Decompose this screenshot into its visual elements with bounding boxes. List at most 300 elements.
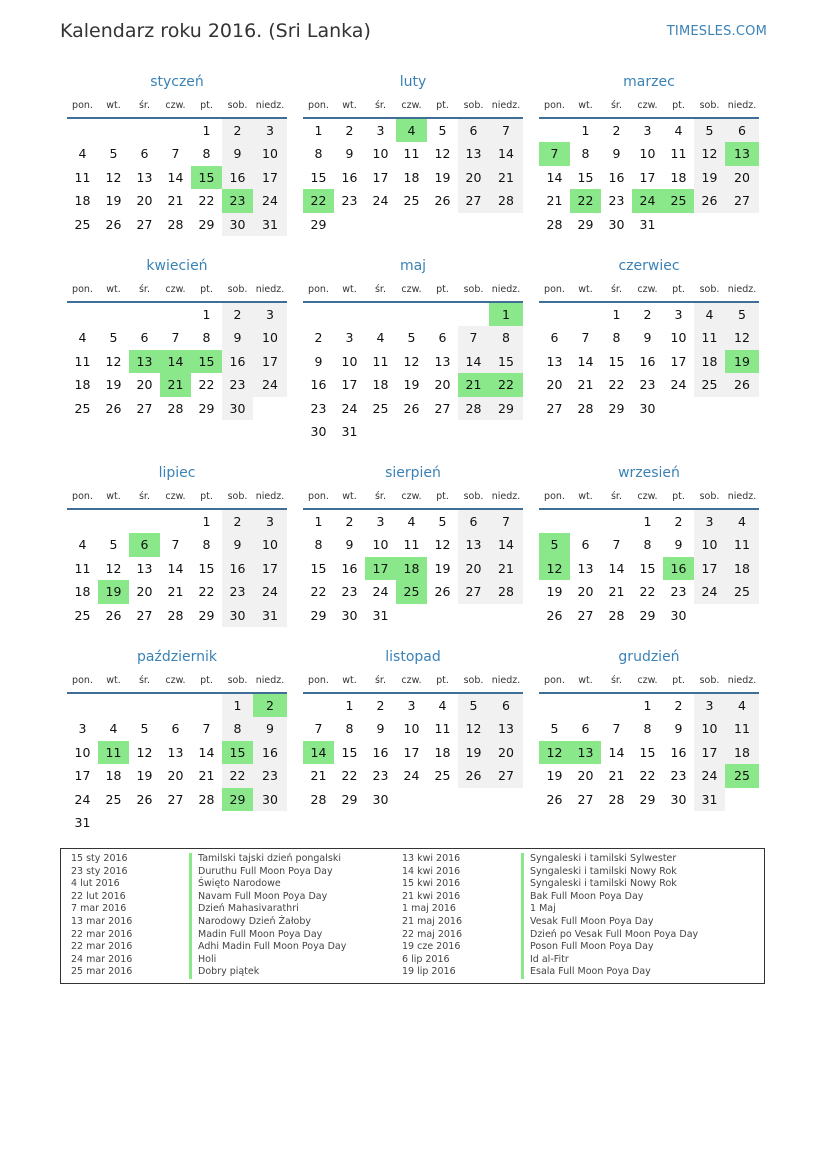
day-cell[interactable]: 8 [314, 146, 323, 162]
day-cell[interactable]: 2 [222, 510, 253, 533]
day-cell[interactable]: 7 [171, 330, 180, 346]
day-cell[interactable]: 9 [643, 330, 652, 346]
day-cell[interactable]: 7 [612, 721, 621, 737]
day-cell[interactable]: 8 [612, 330, 621, 346]
day-cell[interactable]: 29 [639, 791, 656, 807]
day-cell[interactable]: 22 [608, 377, 625, 393]
day-cell[interactable]: 9 [253, 717, 287, 740]
day-cell[interactable]: 16 [222, 166, 253, 189]
day-cell[interactable]: 17 [253, 350, 287, 373]
day-cell[interactable]: 5 [458, 694, 489, 717]
day-cell[interactable]: 29 [341, 791, 358, 807]
day-cell[interactable]: 12 [105, 353, 122, 369]
day-cell[interactable]: 14 [546, 169, 563, 185]
day-cell[interactable]: 20 [725, 166, 759, 189]
day-cell[interactable]: 18 [670, 169, 687, 185]
day-cell[interactable]: 19 [105, 377, 122, 393]
day-cell[interactable]: 20 [136, 193, 153, 209]
day-cell[interactable]: 20 [458, 557, 489, 580]
day-cell[interactable]: 25 [74, 216, 91, 232]
day-cell[interactable]: 28 [489, 580, 523, 603]
day-cell[interactable]: 5 [694, 119, 725, 142]
day-cell[interactable]: 17 [372, 169, 389, 185]
day-cell[interactable]: 27 [725, 189, 759, 212]
day-cell[interactable]: 19 [694, 166, 725, 189]
holiday-day-cell[interactable]: 6 [129, 533, 160, 556]
day-cell[interactable]: 13 [546, 353, 563, 369]
day-cell[interactable]: 28 [489, 189, 523, 212]
day-cell[interactable]: 9 [314, 353, 323, 369]
day-cell[interactable]: 1 [202, 307, 211, 322]
day-cell[interactable]: 16 [341, 560, 358, 576]
day-cell[interactable]: 1 [202, 123, 211, 138]
day-cell[interactable]: 22 [198, 377, 215, 393]
day-cell[interactable]: 27 [458, 580, 489, 603]
day-cell[interactable]: 20 [546, 377, 563, 393]
day-cell[interactable]: 14 [608, 744, 625, 760]
day-cell[interactable]: 29 [608, 400, 625, 416]
day-cell[interactable]: 21 [608, 584, 625, 600]
day-cell[interactable]: 4 [376, 330, 385, 346]
holiday-day-cell[interactable]: 12 [539, 741, 570, 764]
day-cell[interactable]: 31 [639, 216, 656, 232]
holiday-day-cell[interactable]: 24 [632, 189, 663, 212]
day-cell[interactable]: 1 [314, 123, 323, 138]
day-cell[interactable]: 28 [167, 607, 184, 623]
day-cell[interactable]: 31 [372, 607, 389, 623]
holiday-day-cell[interactable]: 13 [129, 350, 160, 373]
day-cell[interactable]: 16 [253, 741, 287, 764]
day-cell[interactable]: 11 [670, 146, 687, 162]
day-cell[interactable]: 26 [546, 607, 563, 623]
day-cell[interactable]: 3 [78, 721, 87, 737]
day-cell[interactable]: 23 [222, 580, 253, 603]
day-cell[interactable]: 19 [105, 193, 122, 209]
day-cell[interactable]: 12 [105, 560, 122, 576]
day-cell[interactable]: 26 [136, 791, 153, 807]
day-cell[interactable]: 16 [222, 350, 253, 373]
day-cell[interactable]: 20 [577, 768, 594, 784]
day-cell[interactable]: 1 [202, 514, 211, 529]
day-cell[interactable]: 5 [438, 514, 447, 529]
day-cell[interactable]: 29 [577, 216, 594, 232]
day-cell[interactable]: 9 [222, 142, 253, 165]
day-cell[interactable]: 27 [546, 400, 563, 416]
day-cell[interactable]: 14 [489, 533, 523, 556]
day-cell[interactable]: 15 [639, 560, 656, 576]
day-cell[interactable]: 6 [171, 721, 180, 737]
day-cell[interactable]: 25 [403, 193, 420, 209]
holiday-day-cell[interactable]: 13 [570, 741, 601, 764]
day-cell[interactable]: 3 [376, 514, 385, 529]
day-cell[interactable]: 9 [222, 326, 253, 349]
day-cell[interactable]: 3 [345, 330, 354, 346]
day-cell[interactable]: 1 [222, 694, 253, 717]
day-cell[interactable]: 17 [403, 744, 420, 760]
day-cell[interactable]: 20 [577, 584, 594, 600]
day-cell[interactable]: 26 [105, 400, 122, 416]
holiday-day-cell[interactable]: 19 [725, 350, 759, 373]
day-cell[interactable]: 8 [345, 721, 354, 737]
holiday-day-cell[interactable]: 17 [365, 557, 396, 580]
day-cell[interactable]: 1 [643, 698, 652, 713]
day-cell[interactable]: 11 [434, 721, 451, 737]
day-cell[interactable]: 17 [253, 166, 287, 189]
day-cell[interactable]: 5 [109, 537, 118, 553]
day-cell[interactable]: 21 [546, 193, 563, 209]
day-cell[interactable]: 24 [694, 764, 725, 787]
day-cell[interactable]: 7 [489, 119, 523, 142]
day-cell[interactable]: 9 [222, 533, 253, 556]
holiday-day-cell[interactable]: 13 [725, 142, 759, 165]
day-cell[interactable]: 13 [458, 142, 489, 165]
day-cell[interactable]: 27 [577, 791, 594, 807]
day-cell[interactable]: 24 [74, 791, 91, 807]
day-cell[interactable]: 25 [694, 373, 725, 396]
day-cell[interactable]: 5 [407, 330, 416, 346]
day-cell[interactable]: 10 [694, 717, 725, 740]
holiday-day-cell[interactable]: 23 [222, 189, 253, 212]
holiday-day-cell[interactable]: 14 [160, 350, 191, 373]
day-cell[interactable]: 7 [458, 326, 489, 349]
day-cell[interactable]: 6 [581, 721, 590, 737]
day-cell[interactable]: 22 [198, 584, 215, 600]
day-cell[interactable]: 24 [253, 189, 287, 212]
day-cell[interactable]: 10 [639, 146, 656, 162]
day-cell[interactable]: 11 [74, 560, 91, 576]
holiday-day-cell[interactable]: 1 [489, 303, 523, 326]
day-cell[interactable]: 16 [372, 744, 389, 760]
day-cell[interactable]: 24 [694, 580, 725, 603]
day-cell[interactable]: 10 [253, 142, 287, 165]
day-cell[interactable]: 26 [458, 764, 489, 787]
day-cell[interactable]: 28 [198, 791, 215, 807]
day-cell[interactable]: 12 [434, 146, 451, 162]
day-cell[interactable]: 10 [694, 533, 725, 556]
day-cell[interactable]: 28 [577, 400, 594, 416]
day-cell[interactable]: 24 [253, 373, 287, 396]
day-cell[interactable]: 30 [608, 216, 625, 232]
day-cell[interactable]: 24 [341, 400, 358, 416]
day-cell[interactable]: 30 [372, 791, 389, 807]
day-cell[interactable]: 8 [314, 537, 323, 553]
day-cell[interactable]: 15 [577, 169, 594, 185]
day-cell[interactable]: 27 [136, 400, 153, 416]
holiday-day-cell[interactable]: 7 [539, 142, 570, 165]
day-cell[interactable]: 11 [403, 146, 420, 162]
day-cell[interactable]: 17 [670, 353, 687, 369]
day-cell[interactable]: 23 [341, 193, 358, 209]
site-link[interactable]: TIMESLES.COM [666, 24, 767, 39]
day-cell[interactable]: 18 [105, 768, 122, 784]
day-cell[interactable]: 15 [310, 560, 327, 576]
day-cell[interactable]: 23 [222, 373, 253, 396]
day-cell[interactable]: 17 [694, 741, 725, 764]
holiday-day-cell[interactable]: 14 [303, 741, 334, 764]
day-cell[interactable]: 7 [314, 721, 323, 737]
holiday-day-cell[interactable]: 21 [458, 373, 489, 396]
day-cell[interactable]: 3 [253, 119, 287, 142]
day-cell[interactable]: 12 [458, 717, 489, 740]
day-cell[interactable]: 26 [546, 791, 563, 807]
day-cell[interactable]: 15 [608, 353, 625, 369]
day-cell[interactable]: 6 [140, 330, 149, 346]
day-cell[interactable]: 27 [577, 607, 594, 623]
day-cell[interactable]: 5 [109, 146, 118, 162]
holiday-day-cell[interactable]: 18 [396, 557, 427, 580]
holiday-day-cell[interactable]: 21 [160, 373, 191, 396]
day-cell[interactable]: 23 [608, 193, 625, 209]
day-cell[interactable]: 22 [639, 768, 656, 784]
day-cell[interactable]: 25 [372, 400, 389, 416]
day-cell[interactable]: 3 [643, 123, 652, 138]
day-cell[interactable]: 3 [253, 510, 287, 533]
day-cell[interactable]: 13 [434, 353, 451, 369]
day-cell[interactable]: 2 [674, 698, 683, 713]
holiday-day-cell[interactable]: 12 [539, 557, 570, 580]
day-cell[interactable]: 2 [674, 514, 683, 529]
day-cell[interactable]: 22 [639, 584, 656, 600]
day-cell[interactable]: 7 [202, 721, 211, 737]
day-cell[interactable]: 31 [341, 423, 358, 439]
holiday-day-cell[interactable]: 22 [489, 373, 523, 396]
day-cell[interactable]: 15 [489, 350, 523, 373]
day-cell[interactable]: 20 [434, 377, 451, 393]
day-cell[interactable]: 18 [74, 377, 91, 393]
day-cell[interactable]: 11 [403, 537, 420, 553]
day-cell[interactable]: 4 [725, 694, 759, 717]
day-cell[interactable]: 29 [489, 397, 523, 420]
day-cell[interactable]: 14 [167, 169, 184, 185]
day-cell[interactable]: 6 [489, 694, 523, 717]
day-cell[interactable]: 20 [136, 584, 153, 600]
day-cell[interactable]: 23 [310, 400, 327, 416]
holiday-day-cell[interactable]: 15 [222, 741, 253, 764]
holiday-day-cell[interactable]: 19 [98, 580, 129, 603]
day-cell[interactable]: 29 [198, 216, 215, 232]
day-cell[interactable]: 14 [458, 350, 489, 373]
day-cell[interactable]: 24 [372, 193, 389, 209]
day-cell[interactable]: 13 [136, 169, 153, 185]
day-cell[interactable]: 8 [643, 721, 652, 737]
day-cell[interactable]: 16 [341, 169, 358, 185]
day-cell[interactable]: 5 [438, 123, 447, 138]
day-cell[interactable]: 27 [434, 400, 451, 416]
day-cell[interactable]: 18 [694, 350, 725, 373]
day-cell[interactable]: 13 [458, 533, 489, 556]
day-cell[interactable]: 20 [136, 377, 153, 393]
day-cell[interactable]: 3 [407, 698, 416, 713]
day-cell[interactable]: 12 [434, 537, 451, 553]
day-cell[interactable]: 1 [612, 307, 621, 322]
day-cell[interactable]: 8 [643, 537, 652, 553]
day-cell[interactable]: 12 [105, 169, 122, 185]
day-cell[interactable]: 21 [489, 557, 523, 580]
day-cell[interactable]: 28 [167, 216, 184, 232]
day-cell[interactable]: 26 [434, 193, 451, 209]
day-cell[interactable]: 12 [136, 744, 153, 760]
day-cell[interactable]: 4 [407, 514, 416, 529]
day-cell[interactable]: 23 [639, 377, 656, 393]
day-cell[interactable]: 3 [694, 694, 725, 717]
day-cell[interactable]: 3 [253, 303, 287, 326]
day-cell[interactable]: 23 [253, 764, 287, 787]
day-cell[interactable]: 6 [458, 119, 489, 142]
day-cell[interactable]: 11 [725, 717, 759, 740]
day-cell[interactable]: 28 [546, 216, 563, 232]
day-cell[interactable]: 10 [372, 537, 389, 553]
day-cell[interactable]: 29 [198, 400, 215, 416]
day-cell[interactable]: 2 [314, 330, 323, 346]
day-cell[interactable]: 10 [253, 326, 287, 349]
day-cell[interactable]: 9 [376, 721, 385, 737]
day-cell[interactable]: 24 [670, 377, 687, 393]
holiday-day-cell[interactable]: 16 [663, 557, 694, 580]
holiday-day-cell[interactable]: 4 [396, 119, 427, 142]
day-cell[interactable]: 8 [581, 146, 590, 162]
day-cell[interactable]: 29 [310, 216, 327, 232]
day-cell[interactable]: 16 [608, 169, 625, 185]
day-cell[interactable]: 14 [489, 142, 523, 165]
day-cell[interactable]: 19 [546, 768, 563, 784]
day-cell[interactable]: 10 [74, 744, 91, 760]
day-cell[interactable]: 30 [341, 607, 358, 623]
day-cell[interactable]: 11 [74, 353, 91, 369]
day-cell[interactable]: 19 [434, 169, 451, 185]
day-cell[interactable]: 4 [109, 721, 118, 737]
day-cell[interactable]: 13 [577, 560, 594, 576]
day-cell[interactable]: 2 [643, 307, 652, 322]
day-cell[interactable]: 4 [78, 146, 87, 162]
day-cell[interactable]: 4 [78, 537, 87, 553]
day-cell[interactable]: 16 [310, 377, 327, 393]
day-cell[interactable]: 29 [639, 607, 656, 623]
day-cell[interactable]: 20 [458, 166, 489, 189]
day-cell[interactable]: 30 [222, 213, 253, 236]
day-cell[interactable]: 4 [674, 123, 683, 138]
day-cell[interactable]: 18 [725, 557, 759, 580]
day-cell[interactable]: 9 [612, 146, 621, 162]
day-cell[interactable]: 20 [489, 741, 523, 764]
day-cell[interactable]: 10 [670, 330, 687, 346]
day-cell[interactable]: 26 [403, 400, 420, 416]
day-cell[interactable]: 26 [105, 216, 122, 232]
day-cell[interactable]: 21 [489, 166, 523, 189]
day-cell[interactable]: 8 [202, 330, 211, 346]
day-cell[interactable]: 19 [403, 377, 420, 393]
day-cell[interactable]: 16 [222, 557, 253, 580]
day-cell[interactable]: 25 [74, 607, 91, 623]
day-cell[interactable]: 21 [167, 584, 184, 600]
day-cell[interactable]: 22 [310, 584, 327, 600]
day-cell[interactable]: 10 [341, 353, 358, 369]
day-cell[interactable]: 30 [639, 400, 656, 416]
holiday-day-cell[interactable]: 29 [222, 788, 253, 811]
day-cell[interactable]: 19 [458, 741, 489, 764]
holiday-day-cell[interactable]: 25 [725, 764, 759, 787]
day-cell[interactable]: 23 [670, 584, 687, 600]
day-cell[interactable]: 9 [345, 146, 354, 162]
day-cell[interactable]: 30 [222, 397, 253, 420]
holiday-day-cell[interactable]: 15 [191, 350, 222, 373]
day-cell[interactable]: 31 [253, 604, 287, 627]
day-cell[interactable]: 11 [372, 353, 389, 369]
day-cell[interactable]: 1 [643, 514, 652, 529]
day-cell[interactable]: 22 [198, 193, 215, 209]
day-cell[interactable]: 7 [612, 537, 621, 553]
holiday-day-cell[interactable]: 25 [396, 580, 427, 603]
day-cell[interactable]: 26 [434, 584, 451, 600]
holiday-day-cell[interactable]: 11 [98, 741, 129, 764]
holiday-day-cell[interactable]: 22 [570, 189, 601, 212]
holiday-day-cell[interactable]: 15 [191, 166, 222, 189]
day-cell[interactable]: 27 [136, 216, 153, 232]
day-cell[interactable]: 29 [310, 607, 327, 623]
day-cell[interactable]: 10 [403, 721, 420, 737]
day-cell[interactable]: 3 [674, 307, 683, 322]
day-cell[interactable]: 7 [171, 537, 180, 553]
holiday-day-cell[interactable]: 25 [663, 189, 694, 212]
day-cell[interactable]: 19 [434, 560, 451, 576]
day-cell[interactable]: 25 [74, 400, 91, 416]
day-cell[interactable]: 31 [694, 788, 725, 811]
day-cell[interactable]: 1 [581, 123, 590, 138]
day-cell[interactable]: 7 [581, 330, 590, 346]
day-cell[interactable]: 9 [674, 537, 683, 553]
day-cell[interactable]: 23 [341, 584, 358, 600]
day-cell[interactable]: 8 [222, 717, 253, 740]
day-cell[interactable]: 22 [341, 768, 358, 784]
day-cell[interactable]: 17 [253, 557, 287, 580]
day-cell[interactable]: 6 [725, 119, 759, 142]
holiday-day-cell[interactable]: 22 [303, 189, 334, 212]
day-cell[interactable]: 26 [725, 373, 759, 396]
day-cell[interactable]: 14 [198, 744, 215, 760]
day-cell[interactable]: 29 [198, 607, 215, 623]
day-cell[interactable]: 24 [253, 580, 287, 603]
day-cell[interactable]: 6 [438, 330, 447, 346]
holiday-day-cell[interactable]: 2 [253, 694, 287, 717]
day-cell[interactable]: 14 [577, 353, 594, 369]
day-cell[interactable]: 15 [198, 560, 215, 576]
day-cell[interactable]: 6 [581, 537, 590, 553]
day-cell[interactable]: 28 [167, 400, 184, 416]
day-cell[interactable]: 18 [74, 193, 91, 209]
day-cell[interactable]: 7 [489, 510, 523, 533]
day-cell[interactable]: 30 [310, 423, 327, 439]
day-cell[interactable]: 21 [167, 193, 184, 209]
day-cell[interactable]: 18 [434, 744, 451, 760]
day-cell[interactable]: 11 [694, 326, 725, 349]
day-cell[interactable]: 1 [345, 698, 354, 713]
day-cell[interactable]: 28 [608, 607, 625, 623]
day-cell[interactable]: 30 [222, 604, 253, 627]
day-cell[interactable]: 24 [403, 768, 420, 784]
day-cell[interactable]: 28 [310, 791, 327, 807]
day-cell[interactable]: 6 [458, 510, 489, 533]
day-cell[interactable]: 27 [167, 791, 184, 807]
day-cell[interactable]: 30 [670, 791, 687, 807]
day-cell[interactable]: 2 [345, 123, 354, 138]
day-cell[interactable]: 24 [372, 584, 389, 600]
day-cell[interactable]: 17 [639, 169, 656, 185]
day-cell[interactable]: 18 [725, 741, 759, 764]
day-cell[interactable]: 2 [376, 698, 385, 713]
day-cell[interactable]: 31 [74, 814, 91, 830]
day-cell[interactable]: 3 [376, 123, 385, 138]
day-cell[interactable]: 19 [546, 584, 563, 600]
day-cell[interactable]: 26 [694, 189, 725, 212]
